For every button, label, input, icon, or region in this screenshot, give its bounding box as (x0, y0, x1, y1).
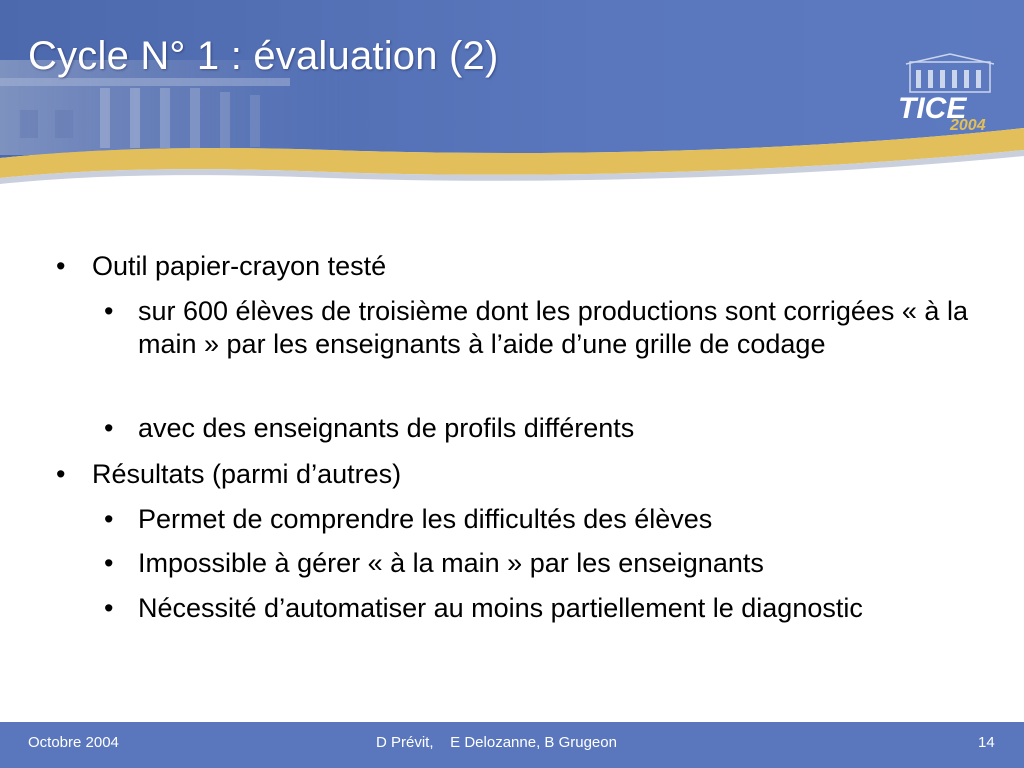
bullet-dot: • (56, 459, 66, 489)
bullet-text: Permet de comprendre les difficultés des élèves (138, 504, 713, 534)
bullet-dot: • (56, 251, 66, 281)
sub-bullet-permet (104, 503, 984, 536)
tice-2004-logo (880, 50, 1020, 140)
bullet-outil (56, 250, 386, 283)
bullet-dot: • (104, 296, 114, 326)
sub-bullet-profils (104, 412, 984, 445)
bullet-dot: • (104, 593, 114, 623)
bullet-text: avec des enseignants de profils différents (138, 413, 635, 443)
bullet-dot: • (104, 548, 114, 578)
slide-number: 14 (978, 734, 995, 751)
footer-date: Octobre 2004 (28, 734, 119, 751)
bullet-text: Résultats (parmi d’autres) (92, 459, 402, 489)
logo-text: TICE (898, 92, 967, 125)
sub-bullet-impossible (104, 547, 984, 580)
footer-authors: D Prévit, E Delozanne, B Grugeon (376, 734, 617, 751)
bullet-dot: • (104, 504, 114, 534)
slide-footer (0, 722, 1024, 768)
bullet-dot: • (104, 413, 114, 443)
bullet-text: Outil papier-crayon testé (92, 251, 387, 281)
sub-bullet-necessite (104, 592, 984, 625)
bullet-text: Nécessité d’automatiser au moins partiellement le diagnostic (138, 593, 863, 623)
header-banner (0, 0, 1024, 200)
bullet-text: sur 600 élèves de troisième dont les productions sont corrigées « à la main » par les enseignants à l’aide d’une grille de codage (138, 296, 968, 359)
bullet-resultats (56, 458, 401, 491)
sub-bullet-sur-600 (104, 295, 984, 361)
logo-year: 2004 (950, 117, 986, 134)
slide-title: Cycle N° 1 : évaluation (2) (28, 34, 499, 78)
slide-header (0, 0, 1024, 200)
bullet-text: Impossible à gérer « à la main » par les enseignants (138, 548, 764, 578)
